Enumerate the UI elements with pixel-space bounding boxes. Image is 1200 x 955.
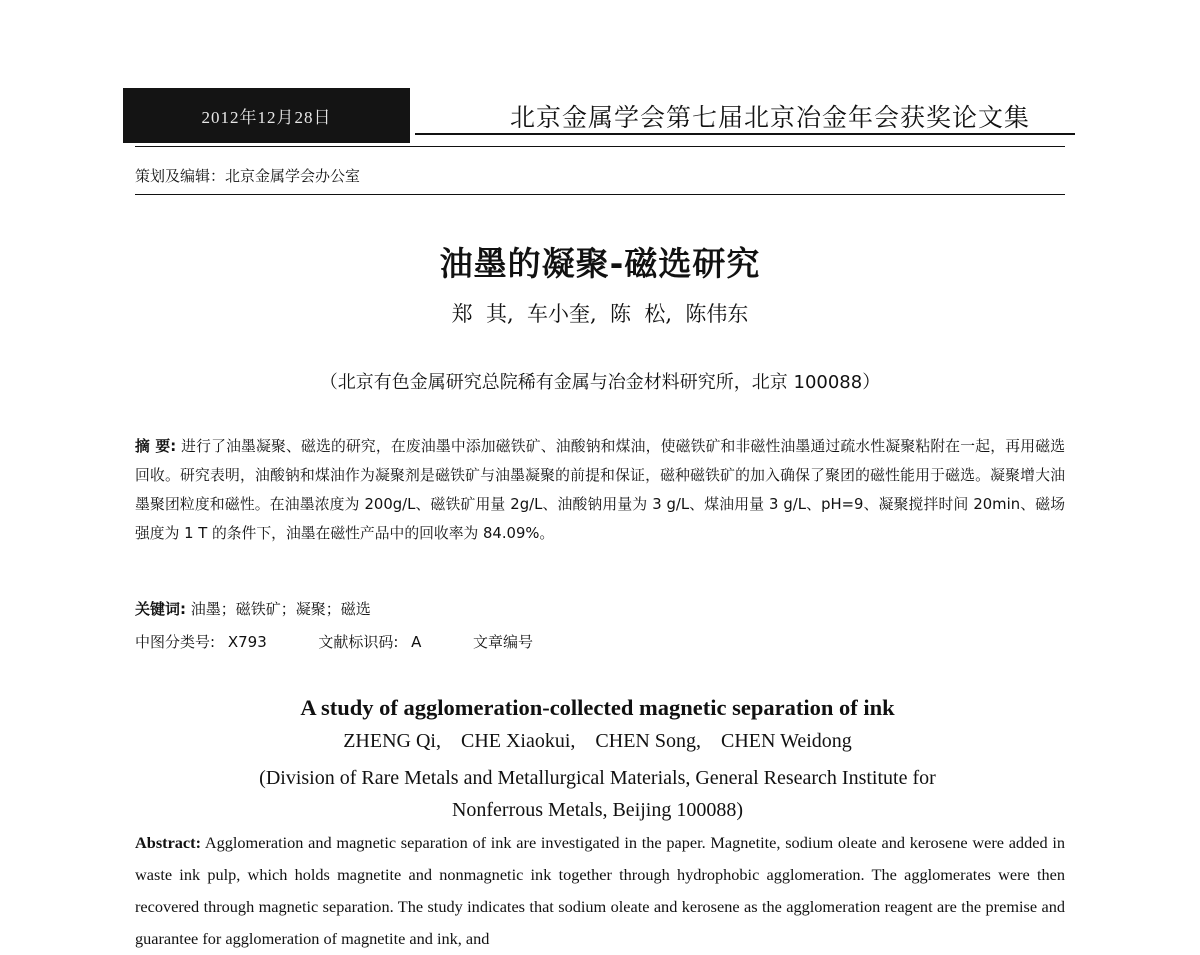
keywords-cn-label: 关键词: bbox=[135, 600, 186, 618]
editor-rule bbox=[135, 194, 1065, 195]
affiliation-cn: （北京有色金属研究总院稀有金属与冶金材料研究所，北京 100088） bbox=[319, 372, 881, 393]
header-date-block bbox=[123, 88, 410, 143]
abstract-en bbox=[135, 827, 1065, 955]
class-label: 中图分类号: bbox=[135, 633, 216, 651]
editor-line: 策划及编辑：北京金属学会办公室 bbox=[135, 167, 361, 185]
doc-code-label: 文献标识码: bbox=[318, 633, 399, 651]
abstract-en-label: Abstract: bbox=[135, 833, 202, 852]
abstract-cn-text: 进行了油墨凝聚、磁选的研究，在废油墨中添加磁铁矿、油酸钠和煤油，使磁铁矿和非磁性油墨通过疏水性凝聚粘附在一起，再用磁选回收。研究表明，油酸钠和煤油作为凝聚剂是磁铁矿与油墨凝聚的前提和保证，磁种磁铁矿的加入确保了聚团的磁性能用于磁选。凝聚增大油墨聚团粒度和磁性。在油墨浓度为 200g/L、磁铁矿用量 2g/L、油酸钠用量为 3 g/L、煤油用量 3 g/L、pH=9、凝聚搅拌时间 20min、磁场强度为 1 T 的条件下，油墨在磁性产品中的回收率为 84.09%。 bbox=[135, 438, 1065, 542]
header-rule-thick bbox=[415, 133, 1075, 135]
authors-en: ZHENG Qi, CHE Xiaokui, CHEN Song, CHEN Weidong bbox=[343, 730, 852, 752]
affiliation-en-line1: (Division of Rare Metals and Metallurgical Materials, General Research Institute for bbox=[259, 767, 936, 789]
header-date: 2012年12月28日 bbox=[201, 108, 332, 127]
affiliation-en-line2: Nonferrous Metals, Beijing 100088) bbox=[451, 799, 744, 821]
classification-line bbox=[135, 631, 541, 652]
authors-cn: 郑 其, 车小奎, 陈 松, 陈伟东 bbox=[451, 302, 749, 326]
keywords-cn-text: 油墨；磁铁矿；凝聚；磁选 bbox=[186, 600, 371, 618]
paper-title-en: A study of agglomeration-collected magnetic separation of ink bbox=[300, 695, 895, 720]
doc-code-value: A bbox=[411, 633, 422, 651]
keywords-cn bbox=[135, 598, 371, 619]
abstract-en-text: Agglomeration and magnetic separation of ink are investigated in the paper. Magnetite, sodium oleate and kerosene were added in waste ink pulp, which holds magnetite and nonmagnetic ink together through hydrophobic agglomeration. The agglomerates were then recovered through magnetic separation. The study indicates that sodium oleate and kerosene as the agglomeration reagent are the premise and guarantee for agglomeration of magnetite and ink, and bbox=[135, 833, 1065, 948]
paper-title-cn: 油墨的凝聚-磁选研究 bbox=[439, 244, 761, 283]
affiliation-en bbox=[0, 762, 1195, 826]
header-rule-thin bbox=[135, 146, 1065, 147]
journal-title: 北京金属学会第七届北京冶金年会获奖论文集 bbox=[509, 103, 1030, 132]
abstract-cn-label: 摘 要: bbox=[135, 438, 177, 455]
class-value: X793 bbox=[227, 633, 267, 651]
abstract-cn bbox=[135, 432, 1065, 548]
article-no-label: 文章编号 bbox=[472, 633, 533, 651]
